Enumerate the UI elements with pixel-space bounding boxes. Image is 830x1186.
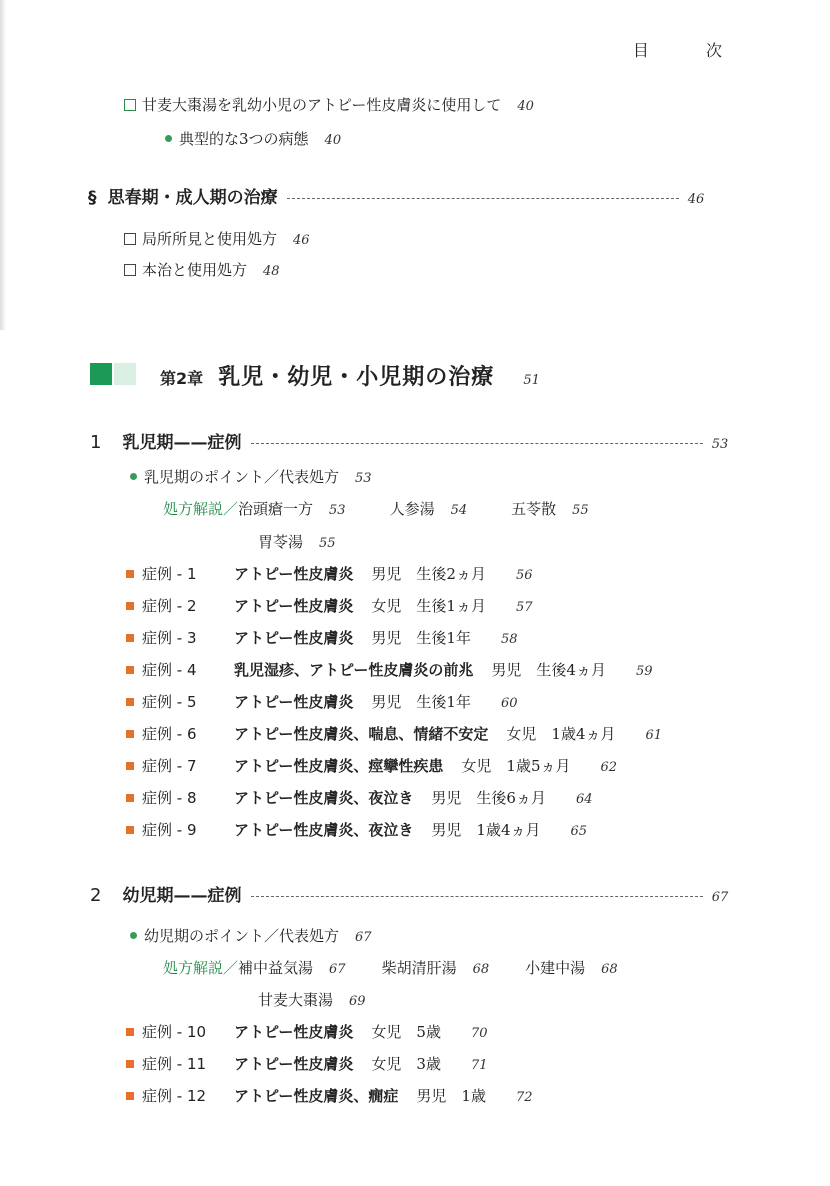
case-label: 症例 - 8 [142,789,197,807]
case-row[interactable] [126,563,533,584]
section-number: 2 [90,885,102,906]
page-number: 70 [470,1026,488,1041]
page-number: 55 [319,536,336,551]
leader-line [287,198,679,199]
kaisetsu-item[interactable] [238,959,346,977]
section-nyuji[interactable] [90,428,760,453]
case-detail: 男児 生後4ヵ月 [491,661,606,679]
case-row[interactable] [126,787,593,808]
point-label: 幼児期のポイント／代表処方 [144,927,340,945]
section-title: 乳児期——症例 [122,433,242,453]
case-detail: 男児 1歳 [416,1087,486,1105]
section-yoji[interactable] [90,881,760,906]
kaisetsu-name: 人参湯 [389,500,435,518]
case-label: 症例 - 6 [142,725,197,743]
kaisetsu-item[interactable] [511,500,589,518]
kaisetsu-item[interactable] [258,989,366,1010]
case-row[interactable] [126,627,518,648]
toc-item-label: 本治と使用処方 [142,261,248,279]
toc-subitem-byotai[interactable] [165,128,341,149]
case-marker-icon [126,666,134,674]
kaisetsu-name: 治頭瘡一方 [238,500,314,518]
page-number: 46 [293,233,310,248]
chapter-title: 乳児・幼児・小児期の治療 [218,365,495,390]
case-detail: 女児 5歳 [371,1023,441,1041]
toc-item-label: 局所所見と使用処方 [142,230,278,248]
point-label: 乳児期のポイント／代表処方 [144,468,340,486]
case-title: 乳児湿疹、アトピー性皮膚炎の前兆 [234,661,474,679]
page-number: 71 [470,1058,488,1073]
case-title: アトピー性皮膚炎、夜泣き [234,789,414,807]
leader-line [251,443,703,444]
page-number: 67 [329,962,346,977]
case-marker-icon [126,762,134,770]
page-number: 58 [500,632,518,647]
case-detail: 女児 1歳5ヵ月 [461,757,571,775]
case-row[interactable] [126,691,518,712]
case-row[interactable] [126,755,617,776]
page-number: 57 [515,600,533,615]
kaisetsu-item[interactable] [238,500,346,518]
page-number: 59 [635,664,653,679]
case-row[interactable] [126,1053,488,1074]
case-label: 症例 - 4 [142,661,197,679]
page-number: 53 [329,503,346,518]
checkbox-icon [124,233,136,245]
case-label: 症例 - 5 [142,693,197,711]
case-label: 症例 - 7 [142,757,197,775]
toc-item-label: 甘麦大棗湯を乳幼小児のアトピー性皮膚炎に使用して [142,96,502,114]
page-number: 46 [687,192,705,207]
chapter-label: 第2章 [160,369,204,388]
section-number: 1 [90,432,102,453]
checkbox-icon [124,99,136,111]
section-title: 幼児期——症例 [122,886,242,906]
case-marker-icon [126,1028,134,1036]
page-number: 53 [711,437,729,452]
toc-item-honji[interactable] [124,259,280,280]
case-detail: 女児 生後1ヵ月 [371,597,486,615]
case-detail: 男児 生後6ヵ月 [431,789,546,807]
case-row[interactable] [126,1021,488,1042]
case-title: アトピー性皮膚炎 [234,565,354,583]
case-marker-icon [126,826,134,834]
page-number: 68 [472,962,490,977]
running-header: 目 次 [632,41,748,60]
case-title: アトピー性皮膚炎 [234,1055,354,1073]
case-label: 症例 - 1 [142,565,197,583]
checkbox-icon [124,264,136,276]
case-row[interactable] [126,595,533,616]
toc-subitem-label: 典型的な3つの病態 [179,130,309,148]
kaisetsu-item[interactable] [390,500,468,518]
case-marker-icon [126,602,134,610]
case-marker-icon [126,570,134,578]
toc-item-kyokusho[interactable] [124,228,310,249]
page-number: 72 [515,1090,533,1105]
case-detail: 男児 1歳4ヵ月 [431,821,541,839]
chapter-marker-dark [90,363,112,385]
case-marker-icon [126,634,134,642]
case-title: アトピー性皮膚炎、喘息、情緒不安定 [234,725,489,743]
chapter-heading[interactable] [160,360,540,391]
case-marker-icon [126,730,134,738]
kaisetsu-label: 処方解説／ [163,500,239,518]
page-number: 61 [645,728,663,743]
case-row[interactable] [126,1085,533,1106]
case-marker-icon [126,698,134,706]
page-number: 56 [515,568,533,583]
case-title: アトピー性皮膚炎、痙攣性疾患 [234,757,444,775]
case-detail: 女児 3歳 [371,1055,441,1073]
case-detail: 女児 1歳4ヵ月 [506,725,616,743]
kaisetsu-name: 柴胡清肝湯 [381,959,457,977]
kaisetsu-row-yoji [163,957,618,978]
case-title: アトピー性皮膚炎、夜泣き [234,821,414,839]
page-number: 62 [600,760,618,775]
case-detail: 男児 生後1年 [371,693,471,711]
case-detail: 男児 生後2ヵ月 [371,565,486,583]
case-title: アトピー性皮膚炎 [234,629,354,647]
kaisetsu-name: 五苓散 [511,500,557,518]
case-title: アトピー性皮膚炎 [234,597,354,615]
section-title: 思春期・成人期の治療 [107,188,278,208]
toc-item-kanbaku[interactable] [124,94,534,115]
bullet-dot-icon [130,473,137,480]
page-number: 67 [355,930,372,945]
section-shishunki[interactable] [88,183,748,208]
page-number: 55 [572,503,589,518]
case-row[interactable] [126,659,653,680]
leader-line [251,896,703,897]
section-symbol: § [88,188,97,208]
case-label: 症例 - 2 [142,597,197,615]
case-title: アトピー性皮膚炎 [234,693,354,711]
bullet-dot-icon [130,932,137,939]
case-marker-icon [126,1060,134,1068]
kaisetsu-name: 小建中湯 [525,959,586,977]
page-edge-shadow [0,0,6,330]
case-detail: 男児 生後1年 [371,629,471,647]
page-number: 51 [523,373,540,388]
page-number: 64 [575,792,593,807]
page-number: 60 [500,696,518,711]
case-title: アトピー性皮膚炎、癇症 [234,1087,399,1105]
kaisetsu-item[interactable] [525,959,618,977]
page-number: 67 [711,890,729,905]
kaisetsu-item[interactable] [258,531,336,552]
kaisetsu-name: 甘麦大棗湯 [258,991,334,1009]
page-number: 53 [355,471,372,486]
case-row[interactable] [126,723,662,744]
page-number: 54 [450,503,468,518]
toc-point-yoji[interactable] [130,925,372,946]
case-title: アトピー性皮膚炎 [234,1023,354,1041]
case-label: 症例 - 10 [142,1023,207,1041]
kaisetsu-label: 処方解説／ [163,959,239,977]
case-marker-icon [126,794,134,802]
page-number: 40 [517,99,534,114]
page-number: 68 [601,962,618,977]
chapter-marker-light [114,363,136,385]
kaisetsu-row-nyuji [163,498,589,519]
kaisetsu-name: 補中益気湯 [238,959,314,977]
case-label: 症例 - 9 [142,821,197,839]
case-row[interactable] [126,819,587,840]
case-label: 症例 - 12 [142,1087,207,1105]
toc-point-nyuji[interactable] [130,466,372,487]
bullet-dot-icon [165,135,172,142]
case-label: 症例 - 3 [142,629,197,647]
page-number: 69 [349,994,366,1009]
page-number: 40 [324,133,342,148]
kaisetsu-name: 胃苓湯 [258,533,304,551]
page-number: 48 [263,264,280,279]
case-label: 症例 - 11 [142,1055,207,1073]
page-number: 65 [570,824,588,839]
case-marker-icon [126,1092,134,1100]
kaisetsu-item[interactable] [382,959,490,977]
